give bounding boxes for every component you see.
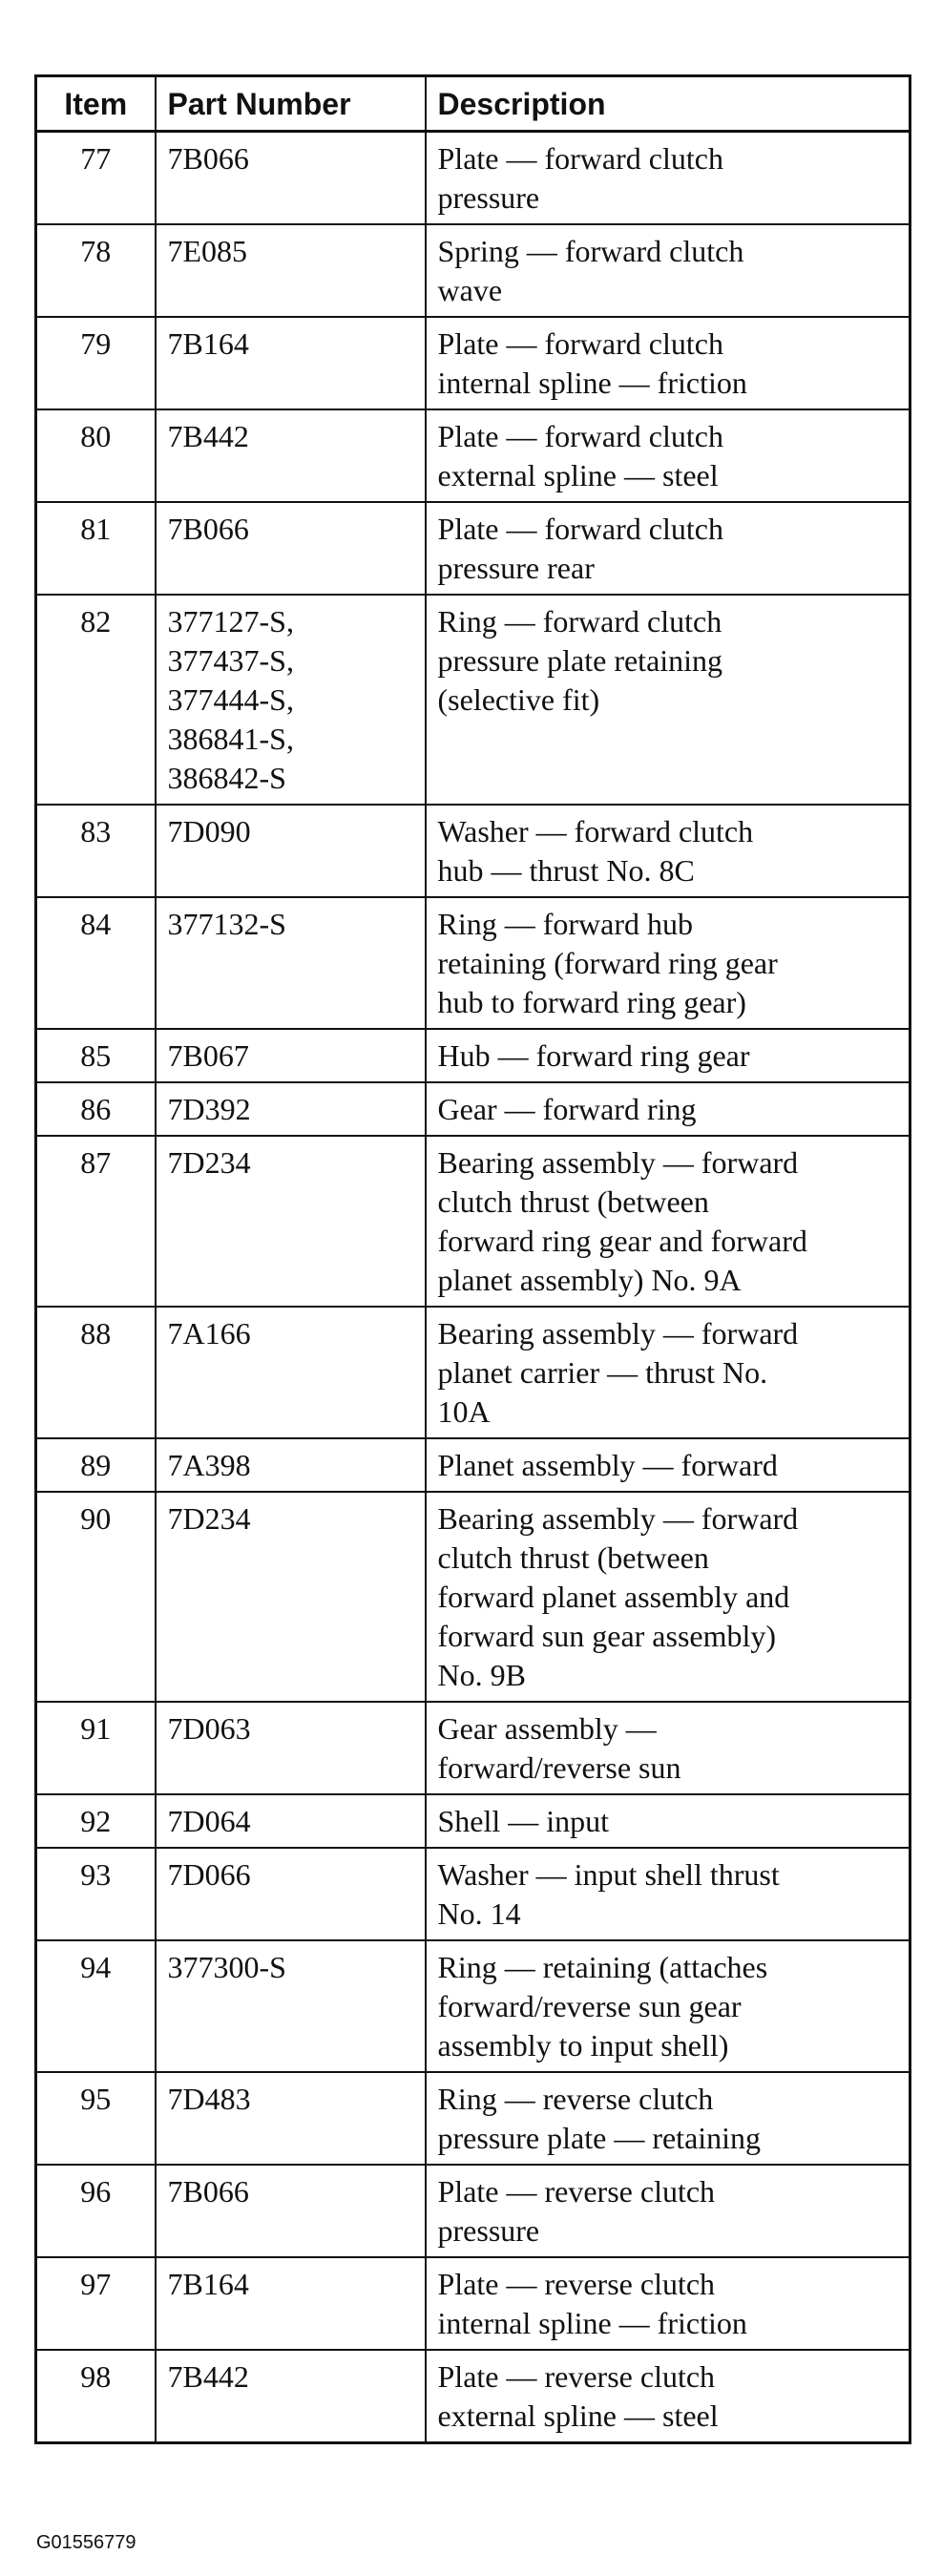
description-line: No. 14 [437, 1896, 521, 1931]
description-cell [426, 897, 911, 1029]
part-number-cell [156, 1438, 426, 1492]
description-line: Plate — reverse clutch [437, 2359, 716, 2394]
description-line: forward/reverse sun gear [437, 1989, 742, 2023]
part-number-cell [156, 317, 426, 409]
item-number: 92 [36, 1794, 156, 1848]
part-number: 7D090 [167, 814, 251, 848]
item-number: 91 [36, 1702, 156, 1794]
description-line: pressure plate retaining [437, 643, 723, 678]
table-row [36, 224, 911, 317]
description-line: Hub — forward ring gear [437, 1038, 750, 1073]
description-line: Plate — forward clutch [437, 141, 723, 176]
part-number-cell [156, 1940, 426, 2072]
description-line: planet assembly) No. 9A [437, 1263, 742, 1297]
description-line: planet carrier — thrust No. [437, 1355, 768, 1390]
part-number: 386841-S, [167, 722, 294, 756]
description-line: clutch thrust (between [437, 1540, 709, 1575]
item-number: 79 [36, 317, 156, 409]
table-row [36, 1136, 911, 1307]
description-line: Bearing assembly — forward [437, 1145, 799, 1180]
table-row [36, 1492, 911, 1702]
description-line: forward ring gear and forward [437, 1224, 807, 1258]
part-number-cell [156, 1136, 426, 1307]
description-line: Washer — input shell thrust [437, 1857, 780, 1892]
description-line: Plate — forward clutch [437, 512, 723, 546]
table-row [36, 2257, 911, 2350]
part-number: 7B442 [167, 2359, 249, 2394]
description-cell [426, 2257, 911, 2350]
part-number-cell [156, 1702, 426, 1794]
part-number: 377437-S, [167, 643, 294, 678]
item-number: 97 [36, 2257, 156, 2350]
part-number: 7B066 [167, 141, 249, 176]
description-cell [426, 2072, 911, 2165]
part-number: 7B067 [167, 1038, 249, 1073]
table-row [36, 132, 911, 225]
item-number: 81 [36, 502, 156, 595]
table-row [36, 1848, 911, 1940]
item-number: 89 [36, 1438, 156, 1492]
description-cell [426, 1438, 911, 1492]
table-row [36, 1082, 911, 1136]
part-number-cell [156, 2257, 426, 2350]
item-number: 86 [36, 1082, 156, 1136]
header-description: Description [426, 76, 911, 132]
header-item: Item [36, 76, 156, 132]
parts-table [34, 74, 911, 2444]
part-number: 7D063 [167, 1711, 251, 1746]
table-row [36, 317, 911, 409]
table-row [36, 2165, 911, 2257]
part-number: 377444-S, [167, 682, 294, 717]
table-row [36, 1794, 911, 1848]
description-cell [426, 805, 911, 897]
part-number: 7D392 [167, 1092, 251, 1126]
description-line: Ring — forward clutch [437, 604, 722, 639]
part-number: 7D234 [167, 1145, 251, 1180]
description-line: pressure [437, 2213, 540, 2248]
item-number: 83 [36, 805, 156, 897]
table-row [36, 595, 911, 805]
description-line: Plate — reverse clutch [437, 2267, 716, 2301]
header-part-number: Part Number [156, 76, 426, 132]
part-number: 377132-S [167, 907, 286, 941]
item-number: 95 [36, 2072, 156, 2165]
description-line: Gear assembly — [437, 1711, 657, 1746]
description-cell [426, 409, 911, 502]
item-number: 78 [36, 224, 156, 317]
description-line: pressure rear [437, 551, 595, 585]
description-cell [426, 1029, 911, 1082]
part-number: 7D064 [167, 1804, 251, 1838]
table-row [36, 2350, 911, 2443]
item-number: 90 [36, 1492, 156, 1702]
part-number: 7B164 [167, 326, 249, 361]
description-line: assembly to input shell) [437, 2028, 729, 2063]
description-cell [426, 595, 911, 805]
description-line: Plate — forward clutch [437, 419, 723, 453]
part-number-cell [156, 897, 426, 1029]
part-number-cell [156, 2165, 426, 2257]
description-line: Gear — forward ring [437, 1092, 697, 1126]
part-number: 7D483 [167, 2082, 251, 2116]
description-cell [426, 1136, 911, 1307]
description-line: Plate — forward clutch [437, 326, 723, 361]
part-number-cell [156, 1082, 426, 1136]
description-line: internal spline — friction [437, 2306, 747, 2340]
table-row [36, 1702, 911, 1794]
figure-id: G01556779 [36, 2532, 136, 2553]
description-line: Shell — input [437, 1804, 610, 1838]
table-body [36, 132, 911, 2443]
item-number: 96 [36, 2165, 156, 2257]
table-row [36, 1029, 911, 1082]
part-number-cell [156, 2350, 426, 2443]
description-line: Bearing assembly — forward [437, 1501, 799, 1536]
part-number: 7B066 [167, 2174, 249, 2209]
description-line: Planet assembly — forward [437, 1448, 778, 1482]
table-row [36, 897, 911, 1029]
table-row [36, 409, 911, 502]
description-line: Bearing assembly — forward [437, 1316, 799, 1351]
part-number-cell [156, 805, 426, 897]
part-number-cell [156, 1848, 426, 1940]
item-number: 98 [36, 2350, 156, 2443]
description-cell [426, 2350, 911, 2443]
part-number-cell [156, 2072, 426, 2165]
description-cell [426, 1307, 911, 1438]
part-number: 7E085 [167, 234, 248, 268]
item-number: 88 [36, 1307, 156, 1438]
table-row [36, 2072, 911, 2165]
description-cell [426, 502, 911, 595]
description-cell [426, 1940, 911, 2072]
part-number-cell [156, 595, 426, 805]
description-line: Plate — reverse clutch [437, 2174, 716, 2209]
part-number-cell [156, 1029, 426, 1082]
description-cell [426, 317, 911, 409]
part-number-cell [156, 1794, 426, 1848]
description-line: clutch thrust (between [437, 1184, 709, 1219]
part-number: 7B164 [167, 2267, 249, 2301]
item-number: 94 [36, 1940, 156, 2072]
description-line: pressure plate — retaining [437, 2121, 762, 2155]
description-line: Washer — forward clutch [437, 814, 754, 848]
table-header-row [36, 76, 911, 132]
item-number: 77 [36, 132, 156, 225]
item-number: 84 [36, 897, 156, 1029]
part-number: 7A166 [167, 1316, 251, 1351]
part-number-cell [156, 1307, 426, 1438]
table-row [36, 1940, 911, 2072]
item-number: 80 [36, 409, 156, 502]
description-line: Ring — reverse clutch [437, 2082, 714, 2116]
description-line: 10A [437, 1394, 491, 1429]
description-line: (selective fit) [437, 682, 600, 717]
part-number: 7D066 [167, 1857, 251, 1892]
description-cell [426, 2165, 911, 2257]
item-number: 93 [36, 1848, 156, 1940]
description-cell [426, 1848, 911, 1940]
table-row [36, 805, 911, 897]
description-line: hub — thrust No. 8C [437, 853, 695, 888]
description-cell [426, 1794, 911, 1848]
table-row [36, 1438, 911, 1492]
description-cell [426, 1492, 911, 1702]
part-number: 386842-S [167, 761, 286, 795]
part-number: 7A398 [167, 1448, 251, 1482]
description-line: hub to forward ring gear) [437, 985, 746, 1019]
description-cell [426, 1702, 911, 1794]
description-line: retaining (forward ring gear [437, 946, 778, 980]
description-line: external spline — steel [437, 2398, 719, 2433]
description-line: Ring — retaining (attaches [437, 1950, 768, 1984]
description-cell [426, 132, 911, 225]
part-number: 7B442 [167, 419, 249, 453]
part-number-cell [156, 224, 426, 317]
part-number: 377127-S, [167, 604, 294, 639]
table-row [36, 502, 911, 595]
description-line: forward/reverse sun [437, 1750, 681, 1785]
description-cell [426, 224, 911, 317]
part-number-cell [156, 409, 426, 502]
description-line: wave [437, 273, 503, 307]
description-line: pressure [437, 180, 540, 215]
parts-table-container [34, 74, 909, 2444]
part-number-cell [156, 132, 426, 225]
description-line: forward planet assembly and [437, 1580, 790, 1614]
item-number: 87 [36, 1136, 156, 1307]
table-row [36, 1307, 911, 1438]
item-number: 82 [36, 595, 156, 805]
description-line: internal spline — friction [437, 366, 747, 400]
part-number: 7B066 [167, 512, 249, 546]
description-line: No. 9B [437, 1658, 526, 1692]
item-number: 85 [36, 1029, 156, 1082]
description-line: Spring — forward clutch [437, 234, 744, 268]
description-line: forward sun gear assembly) [437, 1619, 777, 1653]
description-line: Ring — forward hub [437, 907, 694, 941]
description-cell [426, 1082, 911, 1136]
part-number-cell [156, 1492, 426, 1702]
description-line: external spline — steel [437, 458, 719, 492]
part-number: 7D234 [167, 1501, 251, 1536]
part-number-cell [156, 502, 426, 595]
part-number: 377300-S [167, 1950, 286, 1984]
